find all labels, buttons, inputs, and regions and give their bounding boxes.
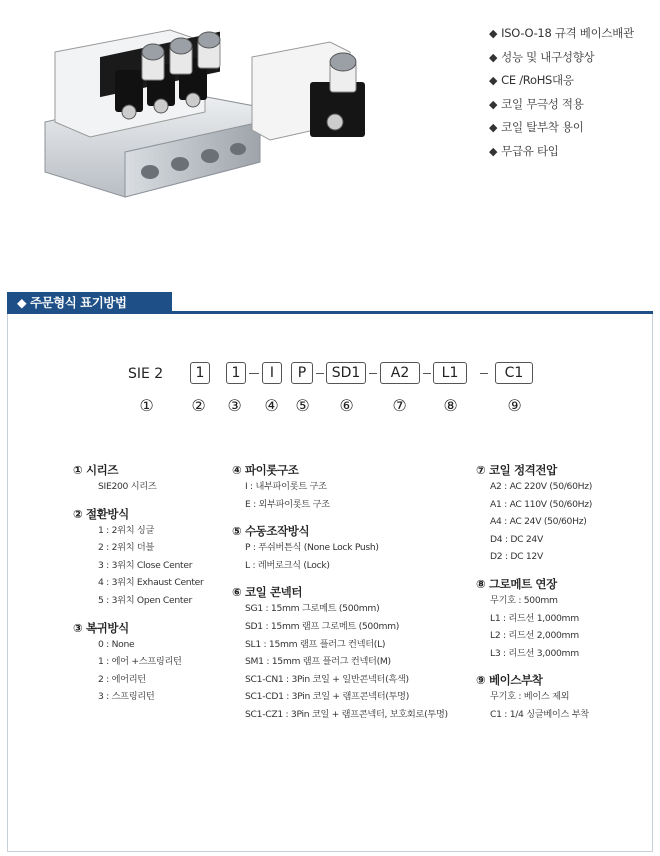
spec-item: A2 : AC 220V (50/60Hz): [490, 481, 593, 492]
feature-item: ◆ CE /RoHS대응: [489, 73, 574, 87]
code-dash: [316, 373, 324, 374]
spec-item: 1 : 에어 +스프링리턴: [98, 656, 182, 668]
spec-heading-return: ③ 복귀방식: [73, 620, 129, 635]
code-dash: [480, 373, 488, 374]
spec-item: A4 : AC 24V (50/60Hz): [490, 516, 587, 528]
spec-heading-base: ⑨ 베이스부착: [476, 673, 543, 688]
spec-item: SIE200 시리즈: [98, 481, 157, 492]
spec-item: L2 : 리드선 2,000mm: [490, 630, 579, 642]
feature-list: [489, 22, 634, 163]
feature-item: ◆ 성능 및 내구성향상: [489, 49, 595, 64]
spec-item: SG1 : 15mm 그로메트 (500mm): [245, 603, 380, 615]
code-box-connector: SD1: [326, 362, 366, 384]
spec-item: 무기호 : 베이스 제외: [490, 691, 570, 703]
spec-item: SM1 : 15mm 램프 플러그 컨넥터(M): [245, 656, 391, 668]
spec-heading-series: ① 시리즈: [73, 463, 119, 477]
spec-item: 0 : None: [98, 638, 135, 650]
code-number: ⑤: [295, 396, 310, 415]
spec-heading-grommet: ⑧ 그로메트 연장: [476, 576, 557, 591]
spec-item: 3 : 3위치 Close Center: [98, 559, 193, 571]
spec-column-3: [476, 462, 592, 724]
code-number: ②: [191, 396, 206, 415]
feature-item: ◆ 코일 무극성 적용: [489, 96, 584, 111]
spec-item: E : 외부파이롯트 구조: [245, 498, 330, 510]
spec-item: D2 : DC 12V: [490, 551, 543, 563]
feature-item: ◆ 코일 탈부착 용이: [489, 120, 584, 134]
spec-item: A1 : AC 110V (50/60Hz): [490, 498, 593, 510]
code-number: ⑨: [507, 396, 522, 415]
code-dash: [369, 373, 377, 374]
spec-item: C1 : 1/4 싱글베이스 부착: [490, 708, 589, 720]
code-number: ③: [227, 396, 242, 415]
spec-item: 2 : 에어리턴: [98, 673, 146, 685]
code-box-manual: P: [291, 362, 313, 384]
code-dash: [423, 373, 431, 374]
spec-item: 5 : 3위치 Open Center: [98, 594, 192, 606]
code-box-pilot: I: [262, 362, 282, 384]
code-number: ⑧: [443, 396, 458, 415]
section-title: ◆ 주문형식 표기방법: [7, 292, 172, 313]
code-box-grommet: L1: [433, 362, 467, 384]
code-number: ⑥: [339, 396, 354, 415]
spec-item: I : 내부파이롯트 구조: [245, 481, 327, 492]
code-box-base: C1: [495, 362, 533, 384]
spec-item: 4 : 3위치 Exhaust Center: [98, 577, 204, 589]
spec-column-2: [232, 462, 448, 724]
spec-column-1: [73, 462, 203, 706]
spec-item: 3 : 스프링리턴: [98, 691, 155, 703]
feature-item: ◆ 무급유 타입: [489, 143, 559, 158]
code-box-voltage: A2: [380, 362, 420, 384]
code-number: ①: [139, 396, 154, 415]
spec-item: 무기호 : 500mm: [490, 594, 558, 606]
spec-item: L : 레버로크식 (Lock): [245, 559, 330, 571]
code-number: ④: [264, 396, 279, 415]
spec-item: SD1 : 15mm 램프 그로메트 (500mm): [245, 620, 400, 632]
spec-heading-manual: ⑤ 수동조작방식: [232, 524, 310, 539]
spec-item: SL1 : 15mm 램프 플러그 컨넥터(L): [245, 638, 386, 650]
spec-heading-connector: ⑥ 코일 콘넥터: [232, 585, 303, 600]
code-prefix: SIE 2: [128, 366, 164, 382]
spec-heading-pilot: ④ 파이롯구조: [232, 463, 299, 477]
code-dash: [249, 373, 259, 374]
spec-item: L1 : 리드선 1,000mm: [490, 612, 579, 624]
spec-item: L3 : 리드선 3,000mm: [490, 647, 579, 659]
spec-item: 1 : 2위치 싱글: [98, 524, 155, 536]
feature-item: ◆ ISO-O-18 규격 베이스배관: [489, 26, 634, 40]
spec-item: SC1-CN1 : 3Pin 코일 + 일반콘넥터(흑색): [245, 673, 409, 685]
code-number: ⑦: [392, 396, 407, 415]
product-photo: [30, 12, 450, 207]
spec-heading-voltage: ⑦ 코일 정격전압: [476, 463, 557, 477]
spec-heading-switch: ② 절환방식: [73, 506, 129, 521]
spec-item: SC1-CZ1 : 3Pin 코일 + 램프콘넥터, 보호회로(투명): [245, 708, 448, 720]
spec-item: D4 : DC 24V: [490, 533, 543, 545]
spec-item: 2 : 2위치 더블: [98, 542, 155, 554]
spec-item: SC1-CD1 : 3Pin 코일 + 램프콘넥터(투명): [245, 691, 410, 703]
code-box-return: 1: [226, 362, 246, 384]
spec-item: P : 푸쉬버튼식 (None Lock Push): [245, 542, 379, 554]
code-box-switch: 1: [190, 362, 210, 384]
